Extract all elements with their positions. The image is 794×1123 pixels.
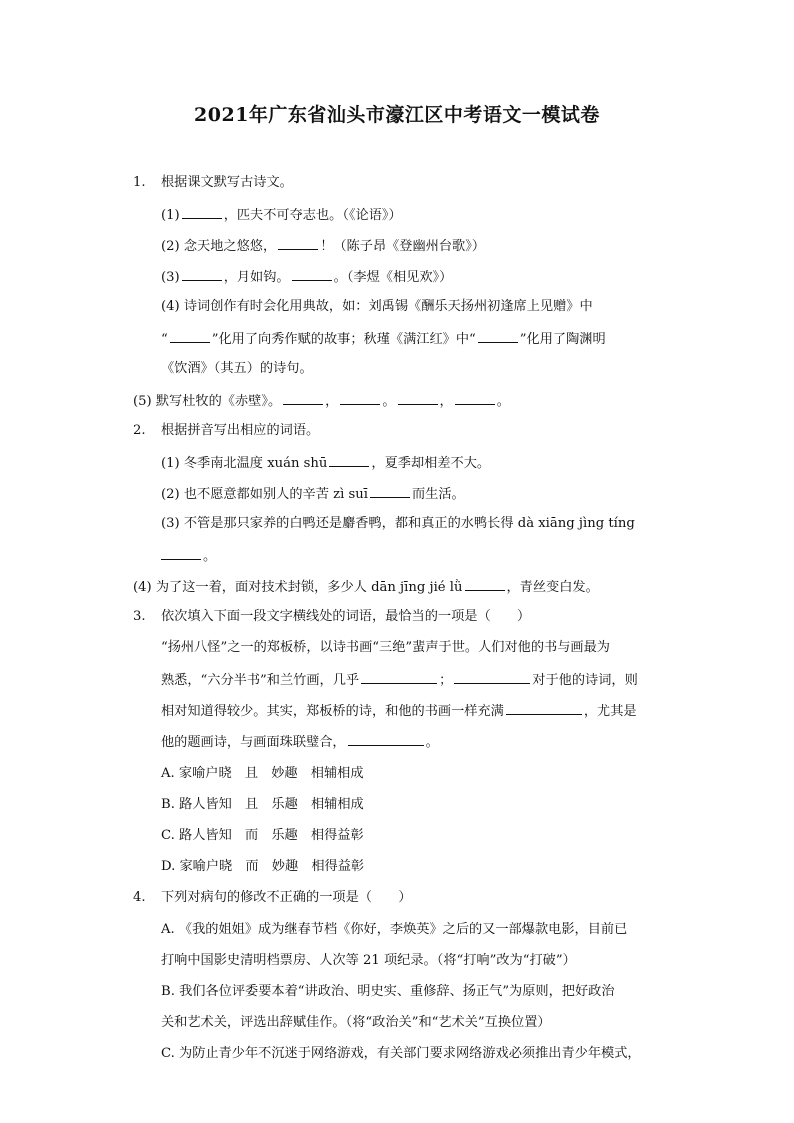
answer-blank[interactable] [283,391,323,405]
answer-blank[interactable] [506,701,582,715]
question-number-2: 2. [133,423,146,438]
answer-blank[interactable] [454,670,530,684]
question-number-1: 1. [133,175,146,190]
question-number-4: 4. [133,890,146,905]
answer-blank[interactable] [340,391,380,405]
answer-blank[interactable] [170,329,210,343]
question-1-item-5: (5) 默写杜牧的《赤壁》。 ， 。 ， 。 [133,391,510,411]
question-4-option-b-line-1[interactable]: B. 我们各位评委要本着“讲政治、明史实、重修辞、扬正气”为原则，把好政治 [161,984,615,999]
answer-blank[interactable] [370,484,410,498]
question-1-item-4-line-1: (4) 诗词创作有时会化用典故，如：刘禹锡《酬乐天扬州初逢席上见赠》中 [161,299,593,314]
question-2-item-1: (1) 冬季南北温度 xuán shū ，夏季却相差不大。 [161,453,490,473]
answer-blank[interactable] [278,236,318,250]
question-2-item-4: (4) 为了这一着，面对技术封锁，多少人 dān jīng jié lǜ ，青丝变白发。 [133,577,599,597]
question-number-3: 3. [133,609,146,624]
answer-blank[interactable] [465,577,505,591]
question-4-stem: 下列对病句的修改不正确的一项是（ ） [161,890,412,905]
question-2-item-2: (2) 也不愿意都如别人的辛苦 zì suī 而生活。 [161,484,465,504]
question-1-item-4-line-3: 《饮酒》（其五）的诗句。 [161,361,313,376]
exam-title: 2021年广东省汕头市濠江区中考语文一模试卷 [194,104,600,126]
answer-blank[interactable] [182,267,222,281]
question-4-option-c-line-1[interactable]: C. 为防止青少年不沉迷于网络游戏，有关部门要求网络游戏必须推出青少年模式， [161,1046,641,1061]
answer-blank[interactable] [398,391,438,405]
question-4-option-a-line-2: 打响中国影史清明档票房、人次等 21 项纪录。（将“打响”改为“打破”） [161,953,576,968]
question-3-option-c[interactable]: C. 路人皆知 而 乐趣 相得益彰 [161,828,364,843]
answer-blank[interactable] [292,267,332,281]
question-3-option-b[interactable]: B. 路人皆知 且 乐趣 相辅相成 [161,797,364,812]
question-1-stem: 根据课文默写古诗文。 [161,175,293,190]
question-1-item-1: (1) ，匹夫不可夺志也。（《论语》） [161,205,402,225]
question-3-stem: 依次填入下面一段文字横线处的词语，最恰当的一项是（ ） [161,609,531,624]
question-2-item-3-line-2: 。 [161,546,216,566]
question-3-passage-line-1: “扬州八怪”之一的郑板桥，以诗书画“三绝”蜚声于世。人们对他的书与画最为 [161,640,610,655]
question-1-item-3: (3) ，月如钩。 。（李煜《相见欢》） [161,267,452,287]
question-2-stem: 根据拼音写出相应的词语。 [161,423,320,438]
question-3-option-a[interactable]: A. 家喻户晓 且 妙趣 相辅相成 [161,766,364,781]
answer-blank[interactable] [182,205,222,219]
answer-blank[interactable] [455,391,495,405]
answer-blank[interactable] [361,670,437,684]
question-1-item-4-line-2: “ ”化用了向秀作赋的故事；秋瑾《满江红》中“ ”化用了陶渊明 [161,329,606,349]
question-3-passage-line-4: 他的题画诗，与画面珠联璧合， 。 [161,732,439,752]
question-3-option-d[interactable]: D. 家喻户晓 而 妙趣 相得益彰 [161,859,365,874]
question-4-option-b-line-2: 关和艺术关，评选出辞赋佳作。（将“政治关”和“艺术关”互换位置） [161,1015,551,1030]
question-2-item-3-line-1: (3) 不管是那只家养的白鸭还是麝香鸭，都和真正的水鸭长得 dà xiāng jìng tíng [161,516,635,531]
question-1-item-2: (2) 念天地之悠悠， ！（陈子昂《登幽州台歌》） [161,236,485,256]
answer-blank[interactable] [478,329,518,343]
answer-blank[interactable] [161,546,201,560]
question-3-passage-line-2: 熟悉，“六分半书”和兰竹画，几乎 ； 对于他的诗词，则 [161,670,638,690]
answer-blank[interactable] [348,732,424,746]
question-3-passage-line-3: 相对知道得较少。其实，郑板桥的诗，和他的书画一样充满 ，尤其是 [161,701,637,721]
answer-blank[interactable] [329,453,369,467]
question-4-option-a-line-1[interactable]: A. 《我的姐姐》成为继春节档《你好，李焕英》之后的又一部爆款电影，目前已 [161,922,628,937]
